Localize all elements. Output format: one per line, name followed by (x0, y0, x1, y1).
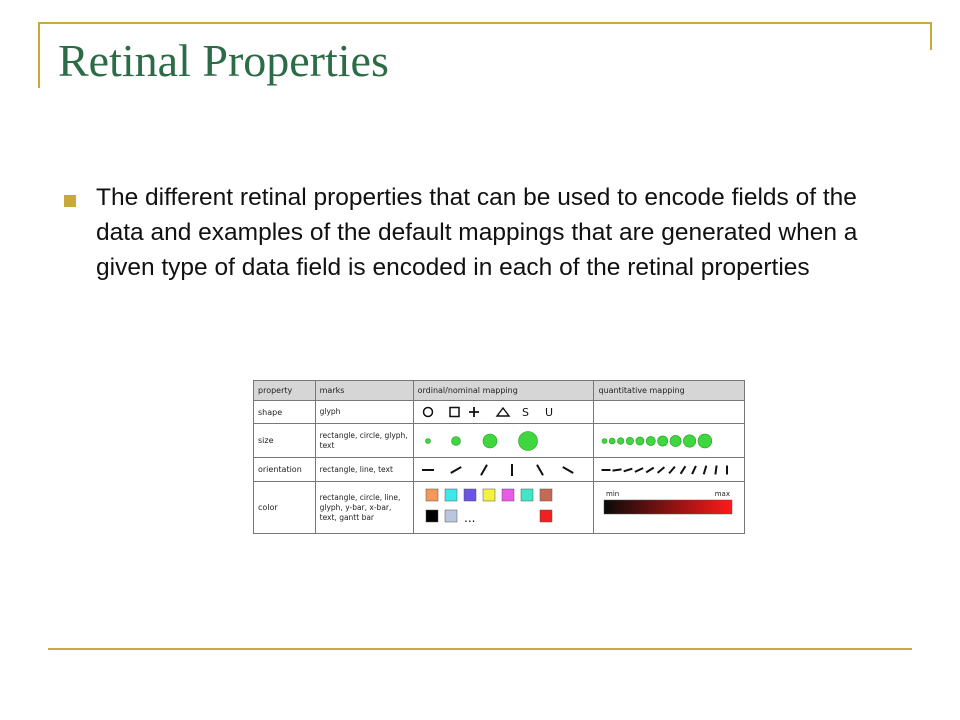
size-circle-icon (425, 438, 430, 443)
orientation-line-icon (450, 467, 460, 473)
header-quantitative: quantitative mapping (594, 381, 745, 401)
cell-property: orientation (254, 458, 316, 482)
cell-empty (594, 401, 745, 424)
bullet-square-icon (64, 195, 76, 207)
size-circle-icon (518, 431, 537, 450)
glyph-s-icon: S (521, 406, 529, 419)
size-circle-icon (698, 434, 712, 448)
size-circle-icon (610, 438, 616, 444)
retinal-properties-table (253, 380, 745, 537)
cell-marks: rectangle, circle, glyph, text (315, 424, 413, 458)
color-swatch (540, 489, 552, 501)
cell-orientation-ordinal (413, 458, 594, 482)
orientation-line-icon (481, 464, 487, 474)
color-swatch (502, 489, 514, 501)
orientation-line-icon (704, 465, 707, 474)
cell-marks: rectangle, circle, line, glyph, y-bar, x-bar, text, gantt bar (315, 482, 413, 534)
orientation-line-icon (716, 465, 717, 474)
size-circle-icon (647, 436, 656, 445)
header-marks: marks (315, 381, 413, 401)
cell-size-quantitative (594, 424, 745, 458)
table-row (254, 458, 745, 482)
orientation-line-icon (647, 467, 655, 472)
cell-size-ordinal (413, 424, 594, 458)
color-swatch (445, 510, 457, 522)
cell-property: shape (254, 401, 316, 424)
color-swatch (426, 510, 438, 522)
cell-shape-glyphs (413, 401, 594, 424)
slide-title: Retinal Properties (58, 35, 389, 86)
color-swatch (464, 489, 476, 501)
cell-color-ordinal (413, 482, 594, 534)
size-circle-icon (658, 435, 668, 445)
orientation-line-icon (693, 465, 697, 473)
frame-bottom-line (48, 648, 912, 650)
size-circle-icon (618, 437, 625, 444)
size-circle-icon (627, 437, 634, 444)
orientation-line-icon (658, 467, 665, 473)
orientation-line-icon (613, 469, 622, 470)
color-swatch (483, 489, 495, 501)
glyph-plus-icon (469, 407, 479, 417)
cell-color-quantitative (594, 482, 745, 534)
size-circle-icon (451, 436, 460, 445)
gradient-min-label: min (606, 489, 620, 498)
size-circle-icon (636, 436, 644, 444)
cell-orientation-quantitative (594, 458, 745, 482)
header-property: property (254, 381, 316, 401)
gradient-max-label: max (715, 489, 731, 498)
frame-right-line (930, 22, 932, 50)
size-circle-icon (602, 438, 607, 443)
glyph-triangle-icon (497, 408, 509, 416)
ellipsis-text: ... (463, 510, 476, 525)
frame-left-line (38, 22, 40, 88)
table-row (254, 401, 745, 424)
orientation-line-icon (681, 466, 686, 474)
orientation-line-icon (537, 464, 543, 474)
color-swatch (445, 489, 457, 501)
orientation-line-icon (670, 466, 676, 473)
orientation-line-icon (562, 467, 572, 473)
cell-marks: rectangle, line, text (315, 458, 413, 482)
glyph-square-icon (450, 408, 459, 417)
orientation-line-icon (635, 468, 643, 472)
cell-property: color (254, 482, 316, 534)
size-circle-icon (684, 434, 696, 446)
glyph-circle-icon (423, 408, 432, 417)
color-swatch (521, 489, 533, 501)
frame-top-line (38, 22, 932, 24)
size-circle-icon (670, 435, 681, 446)
color-swatch (540, 510, 552, 522)
table-row (254, 482, 745, 534)
table-row (254, 424, 745, 458)
cell-property: size (254, 424, 316, 458)
header-ordinal: ordinal/nominal mapping (413, 381, 594, 401)
color-swatch (426, 489, 438, 501)
bullet-text: The different retinal properties that can be used to encode fields of the data and examples of the default mappings that are generated when a given type of data field is encoded in each of the retinal properties (96, 184, 858, 281)
orientation-line-icon (624, 468, 633, 471)
gradient-bar (604, 500, 732, 514)
glyph-u-icon: U (544, 406, 553, 419)
size-circle-icon (483, 434, 497, 448)
cell-marks: glyph (315, 401, 413, 424)
